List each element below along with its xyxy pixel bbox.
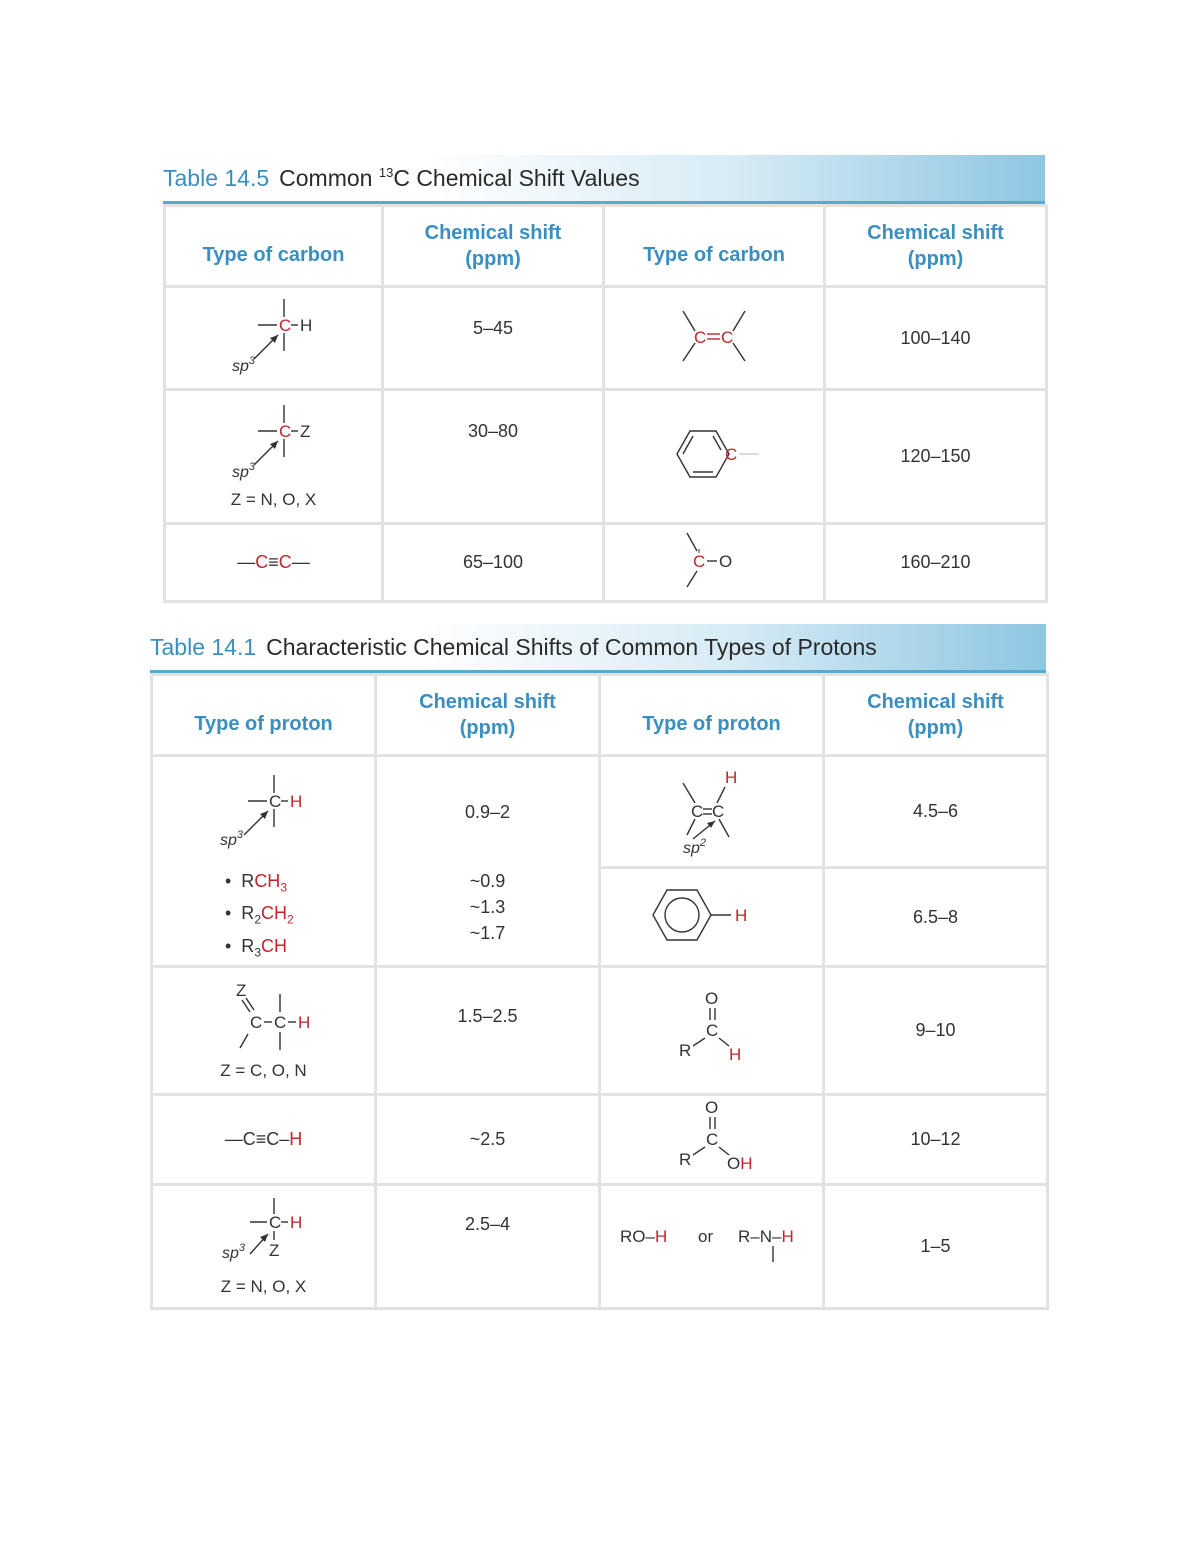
svg-text:R: R (678, 1150, 691, 1170)
struct-aromatic-h (600, 868, 824, 967)
table-row (165, 390, 1047, 524)
header-shift-line2: (ppm) (465, 248, 521, 270)
svg-text:H: H (734, 905, 747, 925)
table-row (152, 967, 1048, 1095)
shift-value: 0.9–2 (464, 801, 511, 822)
list-item: • $R_2CH_2$ (225, 903, 294, 927)
sp3-proton-structure (194, 769, 334, 849)
proton-shift-table (150, 673, 1049, 1310)
header-type-of-proton: Type of proton (194, 712, 333, 735)
carboxylic-structure (657, 1097, 767, 1177)
header-type-of-proton: Type of proton (642, 712, 781, 735)
svg-text:C: C (278, 315, 291, 335)
table-row (165, 287, 1047, 390)
list-item: • $RCH_3$ (225, 870, 287, 895)
header-shift-line1: Chemical shift (419, 691, 556, 713)
table-number: Table 14.1 (150, 634, 257, 660)
bullet-shift: ~1.7 (469, 922, 506, 943)
header-shift-line1: Chemical shift (424, 222, 562, 244)
benzene-structure (659, 419, 769, 489)
header-shift-line2: (ppm) (907, 248, 964, 270)
shift-value: 120–150 (900, 446, 971, 466)
header-row (165, 206, 1047, 287)
struct-oh-nh (600, 1185, 824, 1309)
oh-nh-structure (602, 1214, 822, 1274)
title-text: Characteristic Chemical Shifts of Common Types of Protons (266, 634, 877, 660)
svg-text:H: H (289, 1213, 302, 1233)
struct-sp3-z-proton (152, 1185, 376, 1309)
svg-text:O: O (704, 1098, 718, 1118)
table-14-1-title (150, 634, 877, 661)
struct-alkene-carbon (604, 287, 825, 390)
sp3-z-proton-structure (194, 1194, 334, 1274)
shift-value: 6.5–8 (912, 906, 959, 927)
svg-text:C: C (705, 1021, 718, 1041)
table-14-5-title-bar (163, 155, 1045, 204)
bullet-list (152, 868, 376, 967)
header-shift-line1: Chemical shift (867, 222, 1004, 244)
shift-value: 1.5–2.5 (457, 1006, 518, 1027)
svg-text:H: H (724, 768, 737, 787)
svg-text:RO–H: RO–H (619, 1227, 667, 1247)
svg-text:H: H (297, 1013, 310, 1033)
table-row (152, 868, 1048, 967)
table-row (165, 524, 1047, 602)
svg-text:C: C (721, 327, 734, 347)
shift-value: 9–10 (915, 1020, 956, 1041)
aromatic-structure (647, 880, 777, 950)
table-14-1-title-bar (150, 624, 1046, 673)
allylic-structure (194, 974, 334, 1058)
shift-value: 4.5–6 (912, 801, 959, 821)
svg-text:O: O (719, 552, 733, 571)
header-row (152, 675, 1048, 756)
title-text-rest: C Chemical Shift Values (393, 165, 640, 191)
table-number: Table 14.5 (163, 165, 270, 191)
shift-value: 2.5–4 (464, 1214, 511, 1235)
svg-text:C: C (705, 1130, 718, 1150)
header-type-of-carbon: Type of carbon (202, 243, 345, 266)
svg-text:C: C (278, 422, 291, 441)
table-row (152, 756, 1048, 868)
shift-value: 5–45 (472, 318, 514, 338)
aldehyde-structure (657, 988, 767, 1068)
table-row (152, 1185, 1048, 1309)
title-superscript: 13 (378, 165, 394, 180)
table-14-1 (150, 624, 1046, 1310)
struct-allylic-h (152, 967, 376, 1095)
bullet-shift: ~0.9 (469, 870, 506, 891)
struct-sp3-ch (165, 287, 383, 390)
svg-text:sp3: $sp^3$ (231, 461, 255, 481)
svg-text:C: C (690, 802, 703, 821)
shift-value: 10–12 (910, 1129, 961, 1150)
svg-text:C: C (268, 792, 281, 811)
alkyne-h-structure: —C≡C–H (224, 1129, 303, 1150)
svg-text:Z: Z (235, 981, 246, 1001)
svg-text:C: C (694, 327, 707, 347)
header-shift-line2: (ppm) (459, 717, 516, 739)
header-shift-line1: Chemical shift (867, 691, 1004, 713)
shift-value: 160–210 (900, 552, 971, 572)
svg-text:C: C (249, 1013, 262, 1033)
struct-aldehyde-h (600, 967, 824, 1095)
svg-text:sp2: $sp^2$ (682, 837, 706, 857)
sp3-carbon-z-structure (204, 397, 344, 487)
svg-text:R–N–H: R–N–H (737, 1227, 794, 1247)
svg-text:O: O (704, 989, 718, 1009)
struct-benzene-carbon (604, 390, 825, 524)
alkene-structure (669, 301, 759, 371)
svg-text:or: or (697, 1227, 713, 1247)
svg-text:sp3: $sp^3$ (221, 1242, 245, 1263)
shift-value: 1–5 (920, 1236, 951, 1257)
svg-text:H: H (728, 1045, 741, 1065)
svg-text:sp3: $sp^3$ (219, 829, 243, 849)
z-note: Z = N, O, X (230, 490, 317, 509)
svg-text:sp3: $sp^3$ (231, 354, 255, 375)
alkyne-structure: —C≡C— (237, 552, 310, 572)
struct-carbonyl-carbon (604, 524, 825, 602)
svg-text:C: C (268, 1213, 281, 1233)
header-shift-line2: (ppm) (907, 717, 964, 739)
shift-value: ~2.5 (469, 1129, 506, 1150)
struct-sp3-ch-proton (152, 756, 376, 868)
title-text: Common (279, 165, 379, 191)
svg-text:R: R (678, 1041, 691, 1061)
list-item: • $R_3CH$ (225, 935, 287, 960)
sp3-carbon-structure (204, 291, 344, 381)
struct-carboxylic-h (600, 1095, 824, 1185)
svg-text:C: C (725, 445, 738, 464)
z-note: Z = C, O, N (220, 1061, 307, 1081)
svg-text:C: C (273, 1013, 286, 1033)
svg-text:C: C (711, 802, 724, 821)
shift-value: 65–100 (462, 552, 524, 572)
svg-text:H: H (299, 315, 312, 335)
header-type-of-carbon: Type of carbon (643, 243, 785, 266)
z-note: Z = N, O, X (220, 1277, 307, 1297)
struct-sp3-cz (165, 390, 383, 524)
svg-text:OH: OH (726, 1154, 753, 1174)
table-14-5-title (163, 165, 640, 192)
bullet-shift: ~1.3 (469, 896, 506, 917)
svg-text:C: C (693, 552, 706, 571)
carbon-shift-table (163, 204, 1048, 603)
table-row (152, 1095, 1048, 1185)
struct-vinylic-h (600, 756, 824, 868)
svg-text:Z: Z (268, 1241, 279, 1261)
svg-text:Z: Z (299, 422, 310, 441)
carbonyl-structure (669, 525, 759, 595)
svg-text:H: H (289, 792, 302, 811)
shift-value: 100–140 (900, 327, 971, 348)
shift-value: 30–80 (467, 421, 519, 441)
table-14-5 (163, 155, 1045, 603)
vinylic-structure (657, 761, 767, 857)
